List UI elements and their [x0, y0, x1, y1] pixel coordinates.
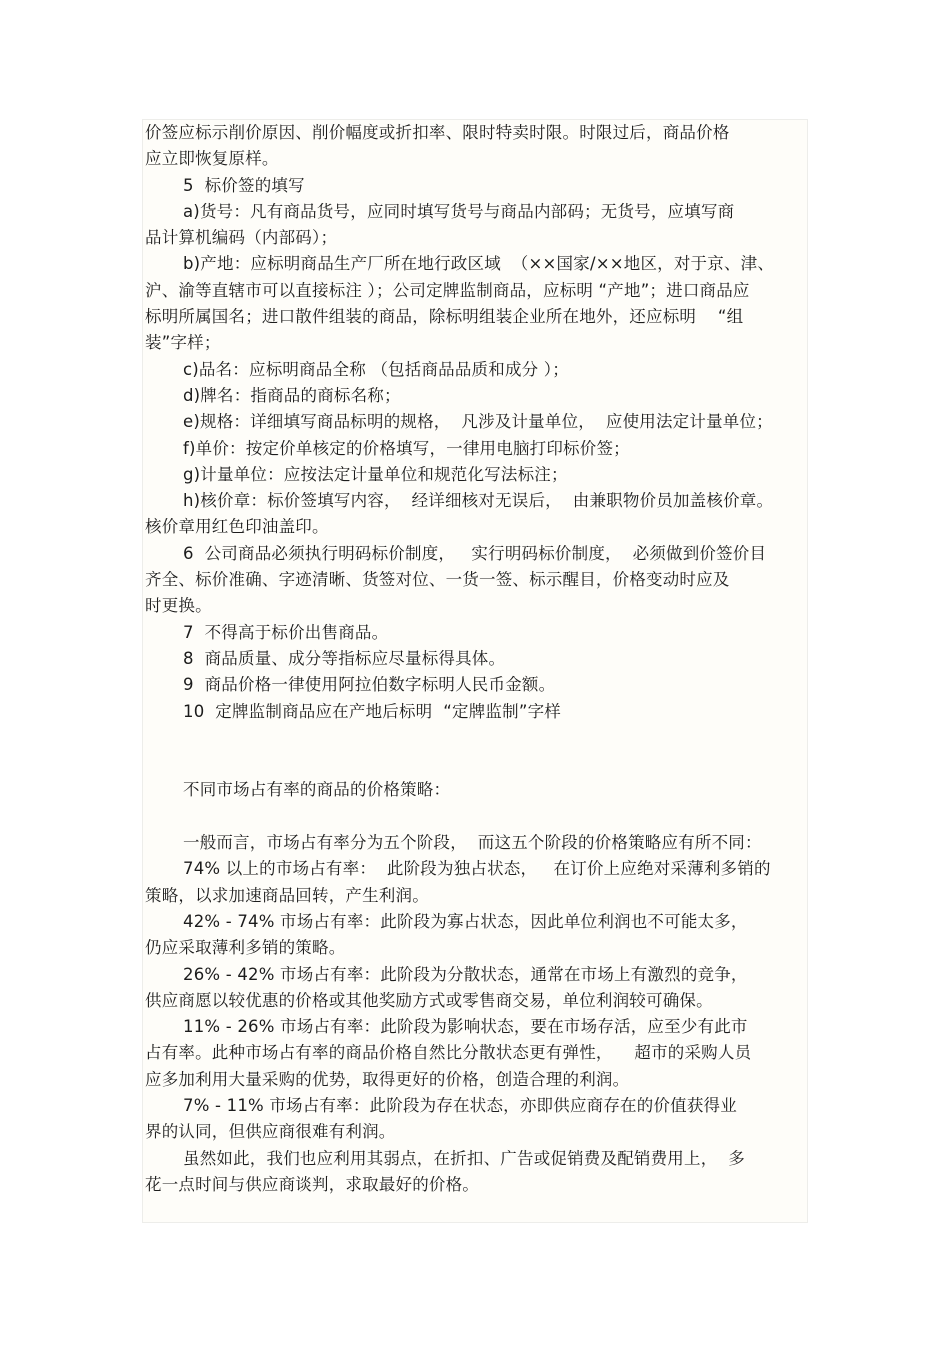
item-c-product-name: c)品名：应标明商品全称 （包括商品品质和成分 ）； [183, 359, 569, 379]
spacer [143, 725, 809, 778]
document-page [142, 119, 808, 1223]
item-b-origin: b)产地：应标明商品生产厂所在地行政区域 （××国家/××地区，对于京、津、 沪、渝等直辖市可以直接标注 ）；公司定牌监制商品，应标明 “产地”；进口商品应 标明所属国名；进口散件组装的商品，除标明组装企业所在地外，还应标明 “组 装”字样； [145, 254, 775, 353]
section-5-heading: 5 标价签的填写 [183, 175, 305, 195]
item-g-measure-unit: g)计量单位：应按法定计量单位和规范化写法标注； [183, 464, 568, 484]
paragraph-five-stages: 一般而言，市场占有率分为五个阶段， 而这五个阶段的价格策略应有所不同： [183, 833, 762, 853]
paragraph-negotiation: 虽然如此，我们也应利用其弱点，在折扣、广告或促销费及配销费用上， 多 花一点时间与供应商谈判，求取最好的价格。 [145, 1148, 745, 1194]
stage-26-42: 26% - 42% 市场占有率：此阶段为分散状态，通常在市场上有激烈的竞争， 供应商愿以较优惠的价格或其他奖励方式或零售商交易，单位利润较可确保。 [145, 964, 748, 1010]
item-f-unit-price: f)单价：按定价单核定的价格填写，一律用电脑打印标价签； [183, 438, 630, 458]
item-e-spec: e)规格：详细填写商品标明的规格， 凡涉及计量单位， 应使用法定计量单位； [183, 412, 773, 432]
stage-above-74: 74% 以上的市场占有率： 此阶段为独占状态， 在订价上应绝对采薄利多销的 策略，以求加速商品回转，产生利润。 [145, 859, 771, 905]
rule-6-clear-pricing: 6 公司商品必须执行明码标价制度， 实行明码标价制度， 必须做到价签价目 齐全、标价准确、字迹清晰、货签对位、一货一签、标示醒目，价格变动时应及 时更换。 [145, 543, 767, 616]
item-h-price-stamp: h)核价章：标价签填写内容， 经详细核对无误后， 由兼职物价员加盖核价章。 核价章用红色印油盖印。 [145, 491, 774, 537]
stage-42-74: 42% - 74% 市场占有率：此阶段为寡占状态，因此单位利润也不可能太多， 仍应采取薄利多销的策略。 [145, 911, 748, 958]
stage-11-26: 11% - 26% 市场占有率：此阶段为影响状态，要在市场存活，应至少有此市 占有率。此种市场占有率的商品价格自然比分散状态更有弹性， 超市的采购人员 应多加利用大量采购的优势，取得更好的价格，创造合理的利润。 [145, 1017, 752, 1089]
paragraph-price-tag-discount: 价签应标示削价原因、削价幅度或折扣率、限时特卖时限。时限过后，商品价格 应立即恢复原样。 [145, 123, 730, 169]
rule-9: 9 商品价格一律使用阿拉伯数字标明人民币金额。 [183, 675, 556, 695]
rule-10: 10 定牌监制商品应在产地后标明 “定牌监制”字样 [183, 701, 561, 721]
stage-7-11: 7% - 11% 市场占有率：此阶段为存在状态，亦即供应商存在的价值获得业 界的认同，但供应商很难有利润。 [145, 1095, 737, 1142]
rule-8: 8 商品质量、成分等指标应尽量标得具体。 [183, 648, 506, 668]
section-heading-market-share: 不同市场占有率的商品的价格策略： [183, 780, 451, 800]
rule-7: 7 不得高于标价出售商品。 [183, 622, 389, 642]
item-d-brand: d)牌名：指商品的商标名称； [183, 385, 401, 405]
document-body [143, 120, 809, 1198]
spacer [143, 804, 809, 830]
item-a-item-number: a)货号：凡有商品货号，应同时填写货号与商品内部码；无货号，应填写商 品计算机编码（内部码）； [145, 201, 735, 248]
